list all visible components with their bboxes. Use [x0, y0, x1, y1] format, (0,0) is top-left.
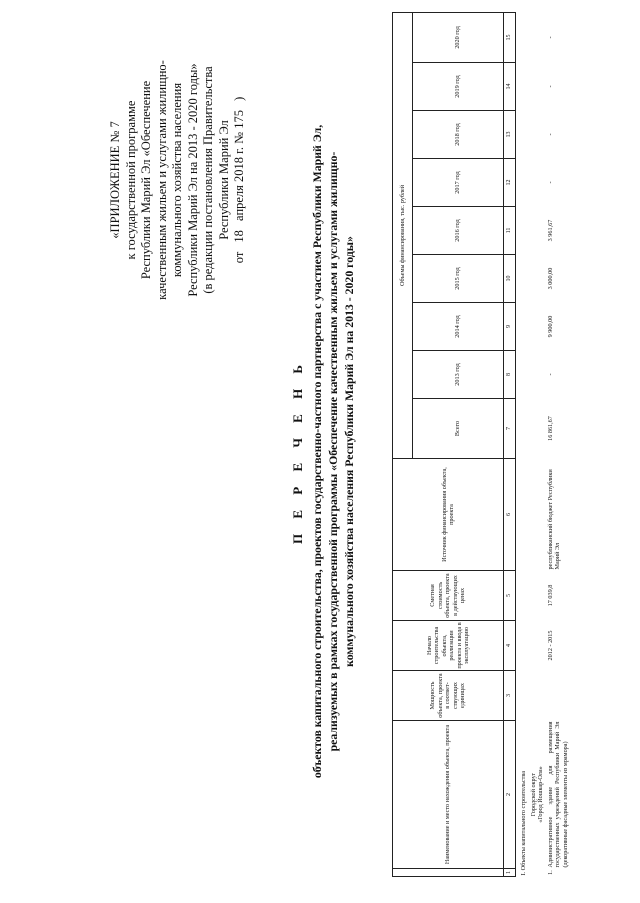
header-cell-year: 2014 год [413, 303, 504, 351]
column-number: 14 [504, 63, 516, 111]
document-title: П Е Р Е Ч Е Н Ь [290, 358, 305, 545]
date-year: 2018 г. № [232, 131, 246, 182]
district-label: Городской округ [529, 772, 537, 817]
appendix-line: (в редакции постановления Правительства [201, 66, 215, 294]
appendix-line: коммунального хозяйства населения [170, 82, 184, 278]
appendix-line: Республики Марий Эл на 2013 - 2020 годы» [185, 63, 200, 297]
table-row [546, 12, 571, 876]
column-number: 5 [504, 571, 516, 621]
appendix-date-line [232, 55, 248, 305]
header-cell-name: Наименование и место нахождения объекта, проекта [393, 721, 504, 869]
date-close: ) [232, 96, 246, 101]
column-number: 3 [504, 671, 516, 721]
header-cell-capacity: Мощность объекта, проекта в соответ-ствующих единицах [393, 671, 504, 721]
objects-table [392, 12, 570, 877]
appendix-line: Республики Марий Эл «Обеспечение [139, 80, 153, 280]
row-2016: 3 961,67 [546, 219, 554, 242]
row-capacity [546, 671, 571, 721]
date-number: 175 [232, 110, 246, 129]
subtitle-line: реализуемых в рамках государственной программы «Обеспечение качественным жильем и услугами жилищно- [326, 151, 340, 752]
date-prefix: от [232, 251, 246, 264]
header-cell-year: 2020 год [413, 12, 504, 62]
section-row [516, 12, 529, 876]
appendix-line: качественным жильем и услугами жилищно- [154, 60, 169, 300]
row-2014: 9 900,00 [546, 315, 554, 338]
column-number: 15 [504, 12, 516, 62]
subtitle-line: коммунального хозяйства населения Республики Марий Эл на 2013 - 2020 годы» [342, 236, 356, 667]
column-number: 2 [504, 721, 516, 869]
appendix-line: «ПРИЛОЖЕНИЕ № 7 [108, 121, 122, 239]
header-cell-year: 2013 год [413, 351, 504, 399]
appendix-block [108, 55, 248, 305]
row-source: республиканский бюджет Республики Марий Эл [546, 469, 561, 570]
appendix-line: к государственной программе [123, 100, 138, 260]
row-cost: 17 039,8 [546, 584, 554, 607]
row-2013: - [546, 373, 554, 376]
date-day: 18 [232, 230, 246, 243]
header-cell-year: 2017 год [413, 159, 504, 207]
header-cell-year: 2016 год [413, 207, 504, 255]
column-number: 8 [504, 351, 516, 399]
row-total: 16 861,67 [546, 416, 554, 441]
row-2015: 3 000,00 [546, 267, 554, 290]
column-number: 7 [504, 399, 516, 459]
appendix-line: Республики Марий Эл [216, 120, 231, 240]
district-name: «Город Йошкар-Ола» [537, 766, 544, 823]
row-2020: - [546, 36, 554, 39]
column-number: 11 [504, 207, 516, 255]
column-number-row [504, 12, 516, 876]
header-row-group [393, 12, 413, 876]
header-cell-year: 2019 год [413, 63, 504, 111]
column-number: 4 [504, 621, 516, 671]
column-number: 6 [504, 459, 516, 571]
column-number: 9 [504, 303, 516, 351]
date-month: апреля [232, 185, 246, 221]
header-cell-year: 2015 год [413, 255, 504, 303]
header-cell-num [393, 869, 504, 877]
header-cell-cost: Сметная стоимость объекта, проекта в действующих ценах [393, 571, 504, 621]
column-number: 1 [504, 869, 516, 877]
header-cell-source: Источник финансирования объекта, проекта [393, 459, 504, 571]
row-start: 2012 - 2015 [546, 630, 554, 661]
section-title: I. Объекты капитального строительства [520, 771, 527, 876]
header-cell-start: Начало строительства объекта, реализации проекта и ввода в эксплуатацию [393, 621, 504, 671]
row-2019: - [546, 85, 554, 88]
district-row [529, 12, 546, 876]
row-2017: - [546, 181, 554, 184]
header-cell-funding-group: Объемы финансирования, тыс. рублей [393, 12, 413, 458]
subtitle-line: объектов капитального строительства, проектов государственно-частного партнерства с участием Республики Марий Эл, [310, 124, 324, 779]
row-2018: - [546, 133, 554, 136]
district-cell [529, 721, 546, 869]
column-number: 10 [504, 255, 516, 303]
header-cell-total: Всего [413, 399, 504, 459]
header-cell-year: 2018 год [413, 111, 504, 159]
column-number: 13 [504, 111, 516, 159]
row-number: 1. [546, 870, 554, 875]
row-name: Административное здание для размещения государственных учреждений Республики Марий Эл (декоративные фасадные элементы из мрамора) [546, 721, 569, 868]
column-number: 12 [504, 159, 516, 207]
